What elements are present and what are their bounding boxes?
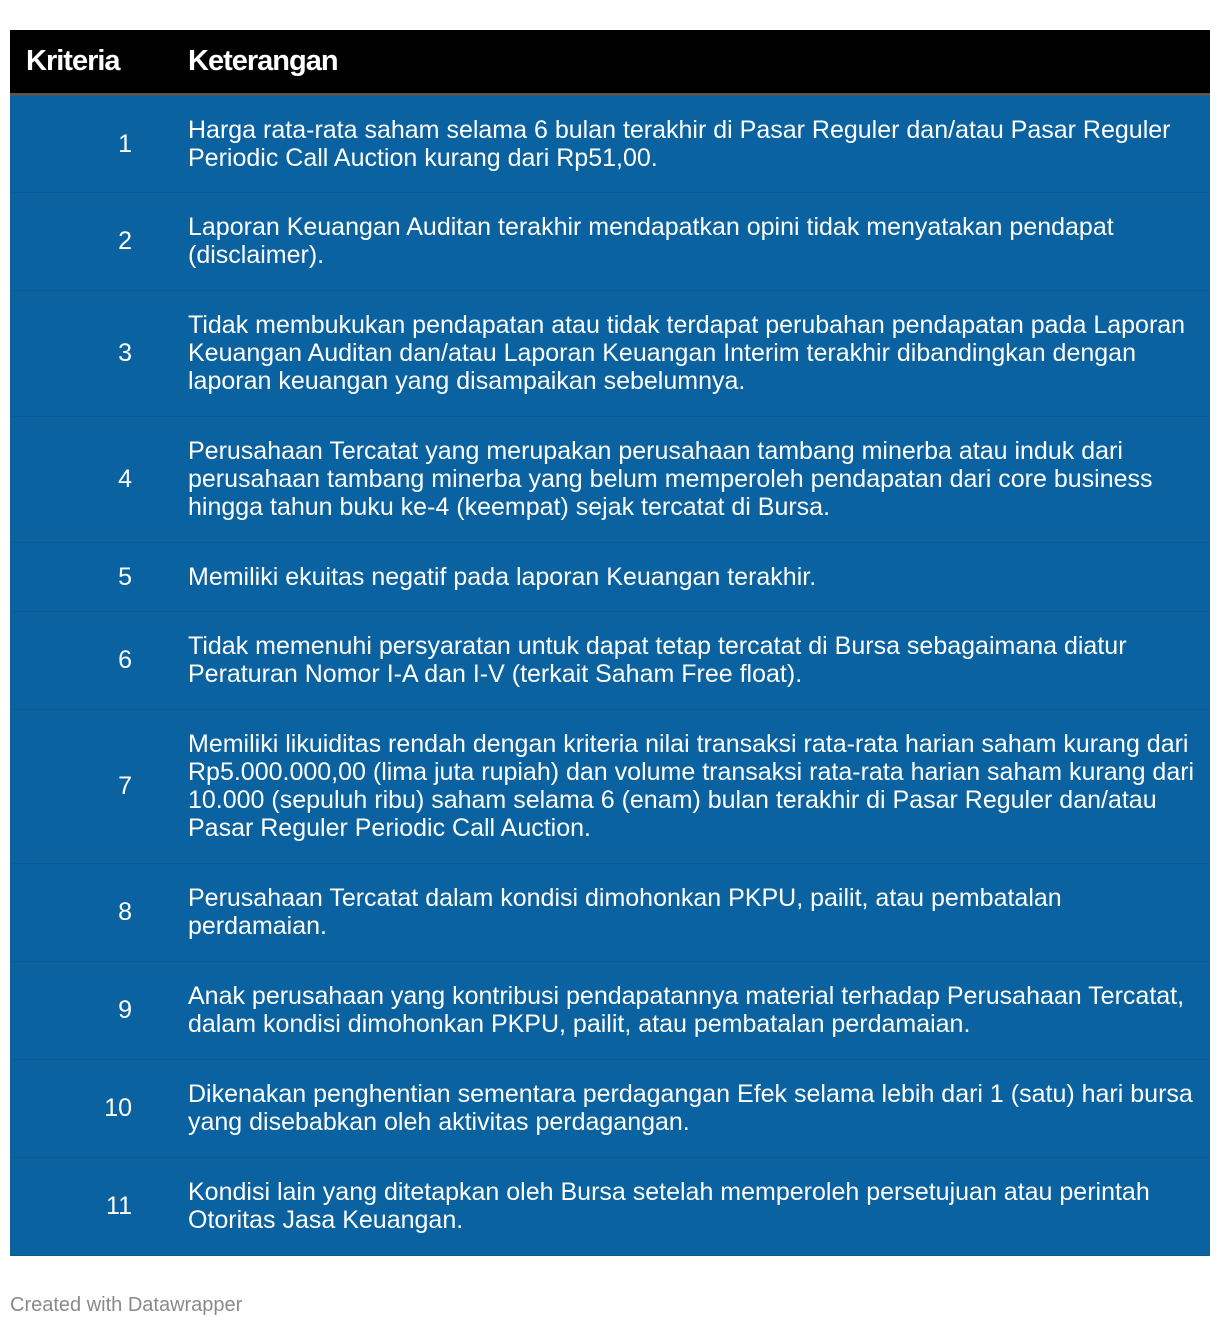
- table-body: [10, 94, 1210, 1255]
- criteria-number: 7: [118, 772, 132, 800]
- criteria-number: 8: [118, 898, 132, 926]
- table-row: [10, 961, 1210, 1059]
- criteria-description: Perusahaan Tercatat yang merupakan perusahaan tambang minerba atau induk dari perusahaan tambang minerba yang belum memperoleh pendapatan dari core business hingga tahun buku ke-4 (keempat) sejak tercatat di Bursa.: [188, 437, 1153, 521]
- criteria-number: 3: [118, 339, 132, 367]
- table-row: [10, 192, 1210, 290]
- criteria-number: 4: [118, 465, 132, 493]
- criteria-number: 9: [118, 996, 132, 1024]
- table-header: [10, 30, 1210, 94]
- criteria-number: 11: [106, 1192, 132, 1220]
- criteria-number: 10: [104, 1094, 132, 1122]
- column-header-keterangan[interactable]: Keterangan: [188, 30, 1210, 94]
- table-row: [10, 709, 1210, 863]
- criteria-description: Harga rata-rata saham selama 6 bulan terakhir di Pasar Reguler dan/atau Pasar Reguler Periodic Call Auction kurang dari Rp51,00.: [188, 115, 1171, 172]
- table-row: [10, 611, 1210, 709]
- criteria-description: Tidak membukukan pendapatan atau tidak terdapat perubahan pendapatan pada Laporan Keuangan Auditan dan/atau Laporan Keuangan Interim terakhir dibandingkan dengan laporan keuangan yang disampaikan sebelumnya.: [188, 311, 1186, 395]
- table-row: [10, 863, 1210, 961]
- table-row: [10, 94, 1210, 192]
- table-row: [10, 542, 1210, 611]
- criteria-number: 2: [118, 227, 132, 255]
- criteria-description: Kondisi lain yang ditetapkan oleh Bursa setelah memperoleh persetujuan atau perintah Otoritas Jasa Keuangan.: [188, 1178, 1150, 1234]
- criteria-description: Perusahaan Tercatat dalam kondisi dimohonkan PKPU, pailit, atau pembatalan perdamaian.: [188, 884, 1062, 940]
- criteria-number: 6: [118, 646, 132, 674]
- criteria-description: Tidak memenuhi persyaratan untuk dapat tetap tercatat di Bursa sebagaimana diatur Peraturan Nomor I-A dan I-V (terkait Saham Free float).: [188, 632, 1127, 688]
- criteria-description: Laporan Keuangan Auditan terakhir mendapatkan opini tidak menyatakan pendapat (disclaimer).: [188, 213, 1114, 269]
- datawrapper-credit: Created with Datawrapper: [10, 1294, 243, 1316]
- criteria-description: Memiliki ekuitas negatif pada laporan Keuangan terakhir.: [188, 562, 817, 591]
- criteria-description: Anak perusahaan yang kontribusi pendapatannya material terhadap Perusahaan Tercatat, dalam kondisi dimohonkan PKPU, pailit, atau pembatalan perdamaian.: [188, 982, 1185, 1038]
- criteria-description: Memiliki likuiditas rendah dengan kriteria nilai transaksi rata-rata harian saham kurang dari Rp5.000.000,00 (lima juta rupiah) dan volume transaksi rata-rata harian saham kurang dari 10.000 (sepuluh ribu) saham selama 6 (enam) bulan terakhir di Pasar Reguler dan/atau Pasar Reguler Periodic Call Auction.: [188, 730, 1195, 842]
- criteria-number: 5: [118, 562, 132, 591]
- table-row: [10, 290, 1210, 416]
- column-header-kriteria[interactable]: Kriteria: [10, 30, 188, 94]
- criteria-table-container: [10, 30, 1210, 1256]
- criteria-table: [10, 30, 1210, 1256]
- criteria-description: Dikenakan penghentian sementara perdagangan Efek selama lebih dari 1 (satu) hari bursa yang disebabkan oleh aktivitas perdagangan.: [188, 1080, 1193, 1136]
- table-row: [10, 1157, 1210, 1255]
- table-row: [10, 416, 1210, 542]
- table-header-row: [10, 30, 1210, 94]
- criteria-number: 1: [118, 129, 132, 158]
- table-row: [10, 1059, 1210, 1157]
